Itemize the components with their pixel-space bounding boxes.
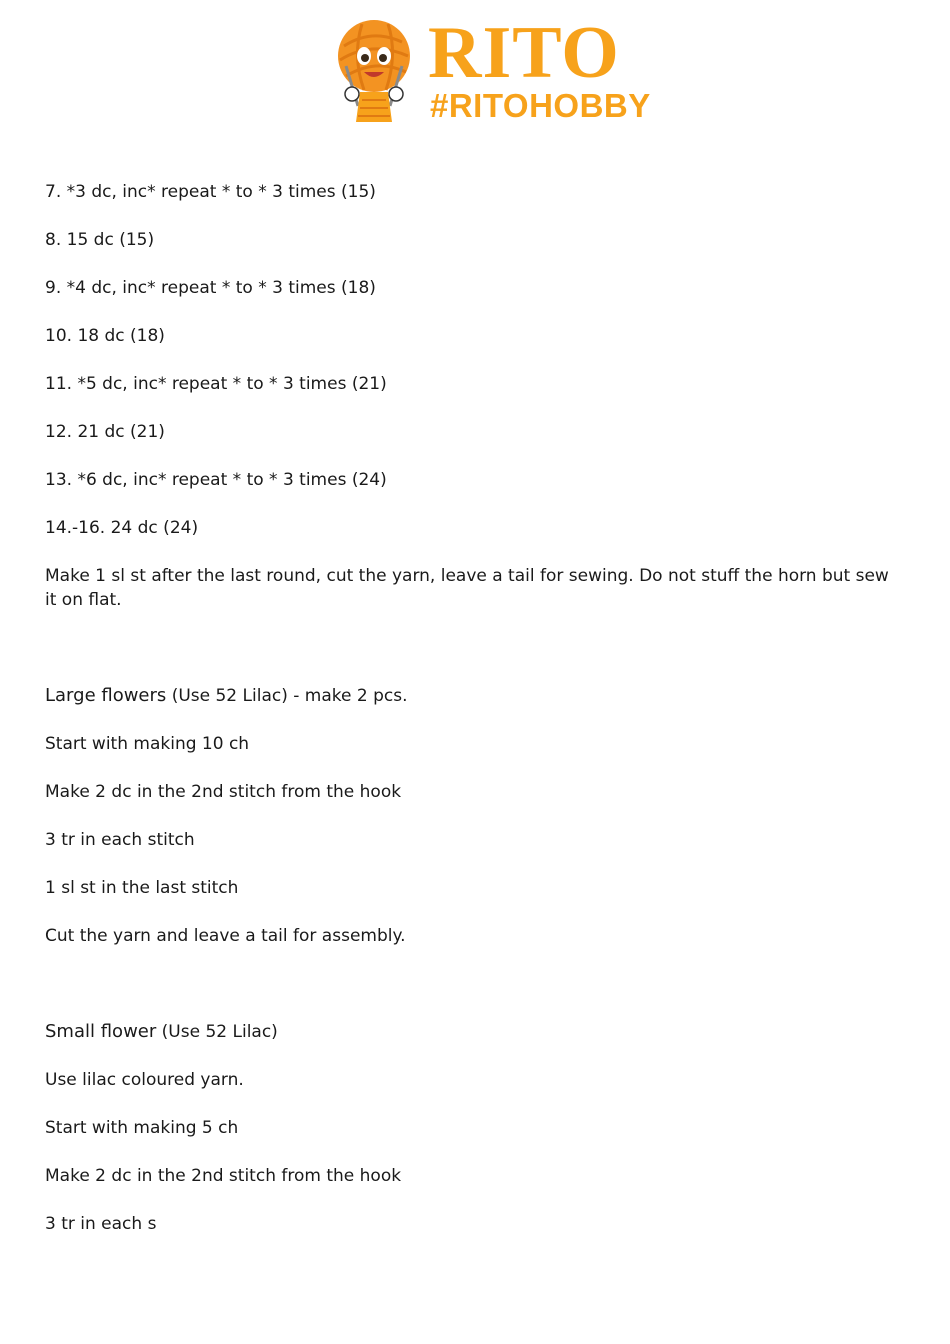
pattern-content <box>45 180 905 1236</box>
horn-row-11: 11. *5 dc, inc* repeat * to * 3 times (21) <box>45 374 387 394</box>
small-flower-details: (Use 52 Lilac) <box>156 1022 278 1042</box>
yarn-ball-mascot-logo <box>332 18 422 126</box>
horn-row-9: 9. *4 dc, inc* repeat * to * 3 times (18) <box>45 278 376 298</box>
large-flowers-step: Start with making 10 ch <box>45 734 250 754</box>
horn-row-8: 8. 15 dc (15) <box>45 230 155 250</box>
large-flowers-step: 3 tr in each stitch <box>45 830 195 850</box>
brand-tagline: #RITOHOBBY <box>430 87 651 124</box>
header <box>332 12 651 126</box>
small-flower-title: Small flower <box>45 1021 157 1042</box>
brand-name: RITO <box>428 12 620 94</box>
large-flowers-step: 1 sl st in the last stitch <box>45 878 239 898</box>
horn-row-13: 13. *6 dc, inc* repeat * to * 3 times (24) <box>45 470 387 490</box>
large-flowers-heading <box>45 684 905 708</box>
small-flower-step: Start with making 5 ch <box>45 1118 239 1138</box>
horn-row-14-16: 14.-16. 24 dc (24) <box>45 518 199 538</box>
horn-finishing-note: Make 1 sl st after the last round, cut the yarn, leave a tail for sewing. Do not stuff the horn but sew it on flat. <box>45 566 895 610</box>
small-flower-step: 3 tr in each s <box>45 1214 157 1234</box>
horn-row-7: 7. *3 dc, inc* repeat * to * 3 times (15) <box>45 182 376 202</box>
small-flower-step: Use lilac coloured yarn. <box>45 1070 244 1090</box>
large-flowers-step: Cut the yarn and leave a tail for assembly. <box>45 926 406 946</box>
horn-row-10: 10. 18 dc (18) <box>45 326 165 346</box>
large-flowers-details: (Use 52 Lilac) - make 2 pcs. <box>166 686 408 706</box>
large-flowers-step: Make 2 dc in the 2nd stitch from the hook <box>45 782 402 802</box>
small-flower-heading <box>45 1020 905 1044</box>
horn-row-12: 12. 21 dc (21) <box>45 422 165 442</box>
small-flower-step: Make 2 dc in the 2nd stitch from the hook <box>45 1166 402 1186</box>
large-flowers-title: Large flowers <box>45 685 167 706</box>
